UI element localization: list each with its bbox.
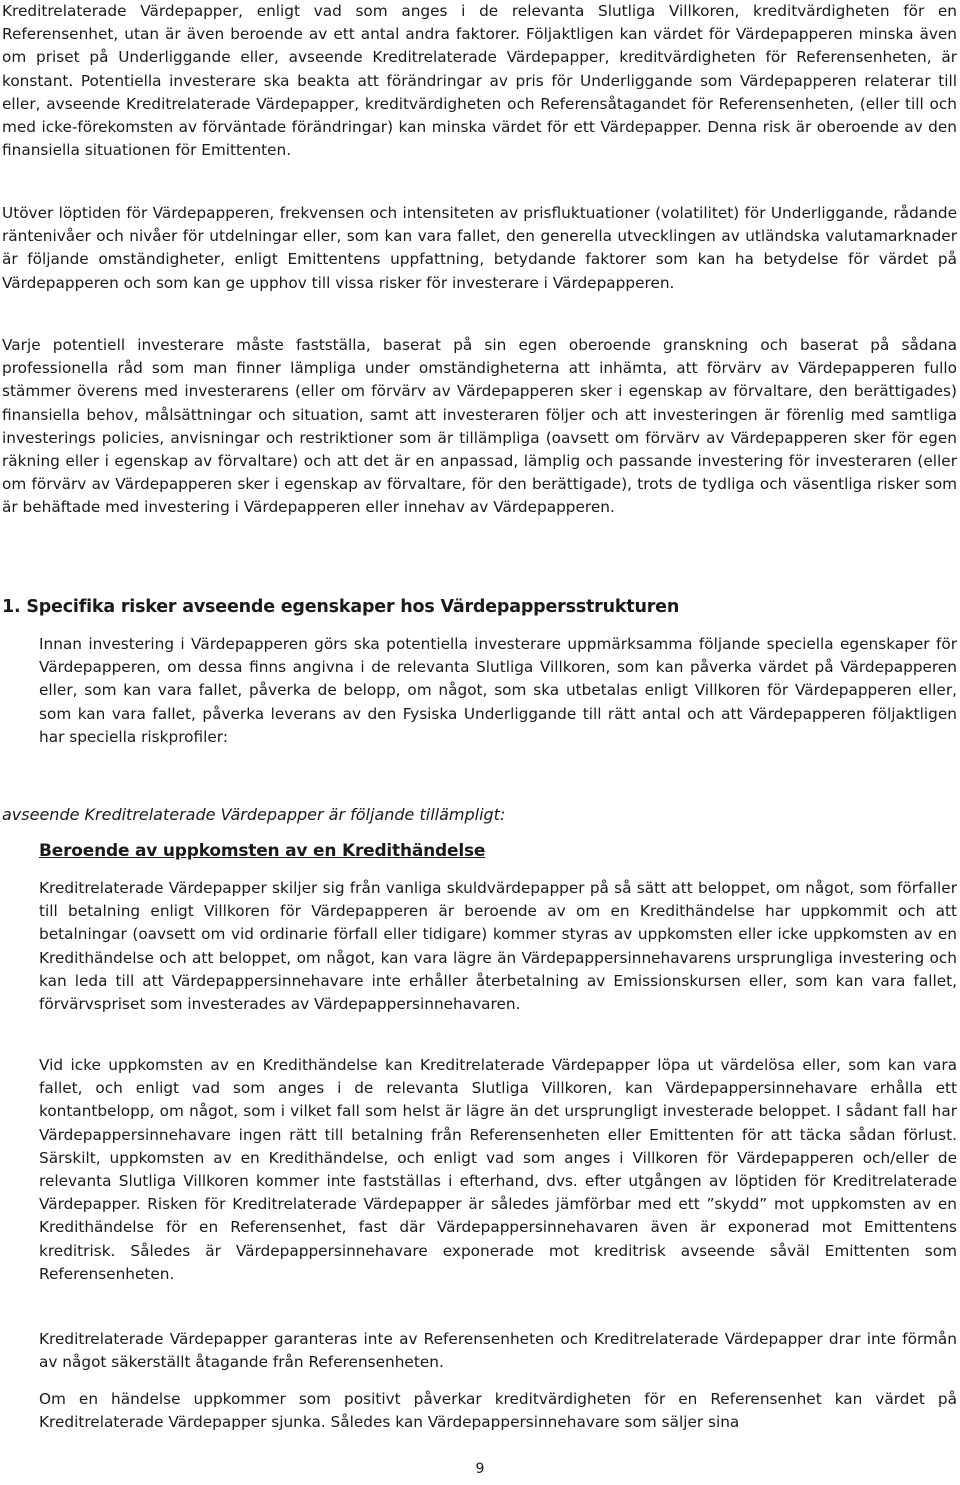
paragraph-credit-4: Om en händelse uppkommer som positivt påverkar kreditvärdigheten för en Referensenhet kan värdet på Kreditrelaterade Värdepapper sjunka. Således kan Värdepappersinnehavare som säljer sina	[39, 1390, 957, 1432]
subheading-underlined: Beroende av uppkomsten av en Kredithändelse	[39, 841, 486, 861]
subheading-italic: avseende Kreditrelaterade Värdepapper är följande tillämpligt:	[2, 805, 506, 824]
paragraph-section-intro: Innan investering i Värdepapperen görs ska potentiella investerare uppmärksamma följande speciella egenskaper för Värdepapperen, om dessa finns angivna i de relevanta Slutliga Villkoren, som kan påverka värdet på Värdepapperen eller, som kan vara fallet, påverka de belopp, om något, som ska utbetalas enligt Villkoren för Värdepapperen eller, som kan vara fallet, påverka leverans av den Fysiska Underliggande till rätt antal och att Värdepapperen följaktligen har speciella riskprofiler:	[39, 635, 957, 746]
paragraph-credit-2: Vid icke uppkomsten av en Kredithändelse kan Kreditrelaterade Värdepapper löpa ut värdelösa eller, som kan vara fallet, och enligt vad som anges i de relevanta Slutliga Villkoren, kan Värdepappersinnehavare erhålla ett kontantbelopp, om något, som i vilket fall som helst är lägre än det ursprungligt investerade beloppet. I sådant fall har Värdepappersinnehavare ingen rätt till betalning från Referensenheten eller Emittenten för att täcka sådan förlust. Särskilt, uppkomsten av en Kredithändelse, och enligt vad som anges i Villkoren för Värdepapperen och/eller de relevanta Slutliga Villkoren kommer inte fastställas i efterhand, dvs. efter utgången av löptiden för Kreditrelaterade Värdepapper. Risken för Kreditrelaterade Värdepapper är således jämförbar med ett ”skydd” mot uppkomsten av en Kredithändelse för en Referensenhet, fast där Värdepappersinnehavaren även är exponerad mot Emittentens kreditrisk. Således är Värdepappersinnehavare exponerade mot kreditrisk avseende såväl Emittenten som Referensenheten.	[39, 1056, 957, 1283]
section-heading: 1. Specifika risker avseende egenskaper hos Värdepappersstrukturen	[2, 597, 680, 617]
paragraph-assessment: Varje potentiell investerare måste fastställa, baserat på sin egen oberoende granskning och baserat på sådana professionella råd som man finner lämpliga under omständigheterna att inhämta, att förvärv av Värdepapperen fullo stämmer överens med investerarens (eller om förvärv av Värdepapperen sker i egenskap av förvaltare, den berättigades) finansiella behov, målsättningar och situation, samt att investeraren följer och att investeringen är förenlig med samtliga investerings policies, anvisningar och restriktioner som är tillämpliga (oavsett om förvärv av Värdepapperen sker för egen räkning eller i egenskap av förvaltare) och att det är en anpassad, lämplig och passande investering för investeraren (eller om förvärv av Värdepapperen sker i egenskap av förvaltare, för den berättigade), trots de tydliga och väsentliga risker som är behäftade med investering i Värdepapperen eller innehav av Värdepapperen.	[2, 336, 957, 517]
paragraph-credit-1: Kreditrelaterade Värdepapper skiljer sig från vanliga skuldvärdepapper på så sätt att beloppet, om något, som förfaller till betalning enligt Villkoren för Värdepapperen är beroende av om en Kredithändelse har uppkommit och att betalningar (oavsett om vid ordinarie förfall eller tidigare) kommer styras av uppkomsten eller icke uppkomsten av en Kredithändelse och att beloppet, om något, kan vara lägre än Värdepappersinnehavarens ursprungliga investering och kan leda till att Värdepappersinnehavare inte erhåller återbetalning av Emissionskursen eller, som kan vara fallet, förvärvspriset som investerades av Värdepappersinnehavaren.	[39, 879, 957, 1014]
paragraph-intro: Kreditrelaterade Värdepapper, enligt vad som anges i de relevanta Slutliga Villkoren, kreditvärdigheten för en Referensenhet, utan är även beroende av ett antal andra faktorer. Följaktligen kan värdet för Värdepapperen minska även om priset på Underliggande eller, avseende Kreditrelaterade Värdepapper, kreditvärdigheten för Referensenheten, är konstant. Potentiella investerare ska beakta att förändringar av pris för Underliggande som Värdepapperen relaterar till eller, avseende Kreditrelaterade Värdepapper, kreditvärdigheten och Referensåtagandet för Referensenheten, (eller till och med icke-förekomsten av förväntade förändringar) kan minska värdet för ett Värdepapper. Denna risk är oberoende av den finansiella situationen för Emittenten.	[2, 2, 957, 160]
paragraph-volatility: Utöver löptiden för Värdepapperen, frekvensen och intensiteten av prisfluktuationer (volatilitet) för Underliggande, rådande räntenivåer och nivåer för utdelningar eller, som kan vara fallet, den generella utvecklingen av utländska valutamarknader är följande omständigheter, enligt Emittentens uppfattning, betydande faktorer som kan ha betydelse för värdet på Värdepapperen och som kan ge upphov till vissa risker för investerare i Värdepapperen.	[2, 204, 957, 292]
page-number: 9	[475, 1461, 485, 1477]
paragraph-credit-3: Kreditrelaterade Värdepapper garanteras inte av Referensenheten och Kreditrelaterade Värdepapper drar inte förmån av något säkerställt åtagande från Referensenheten.	[39, 1330, 957, 1372]
